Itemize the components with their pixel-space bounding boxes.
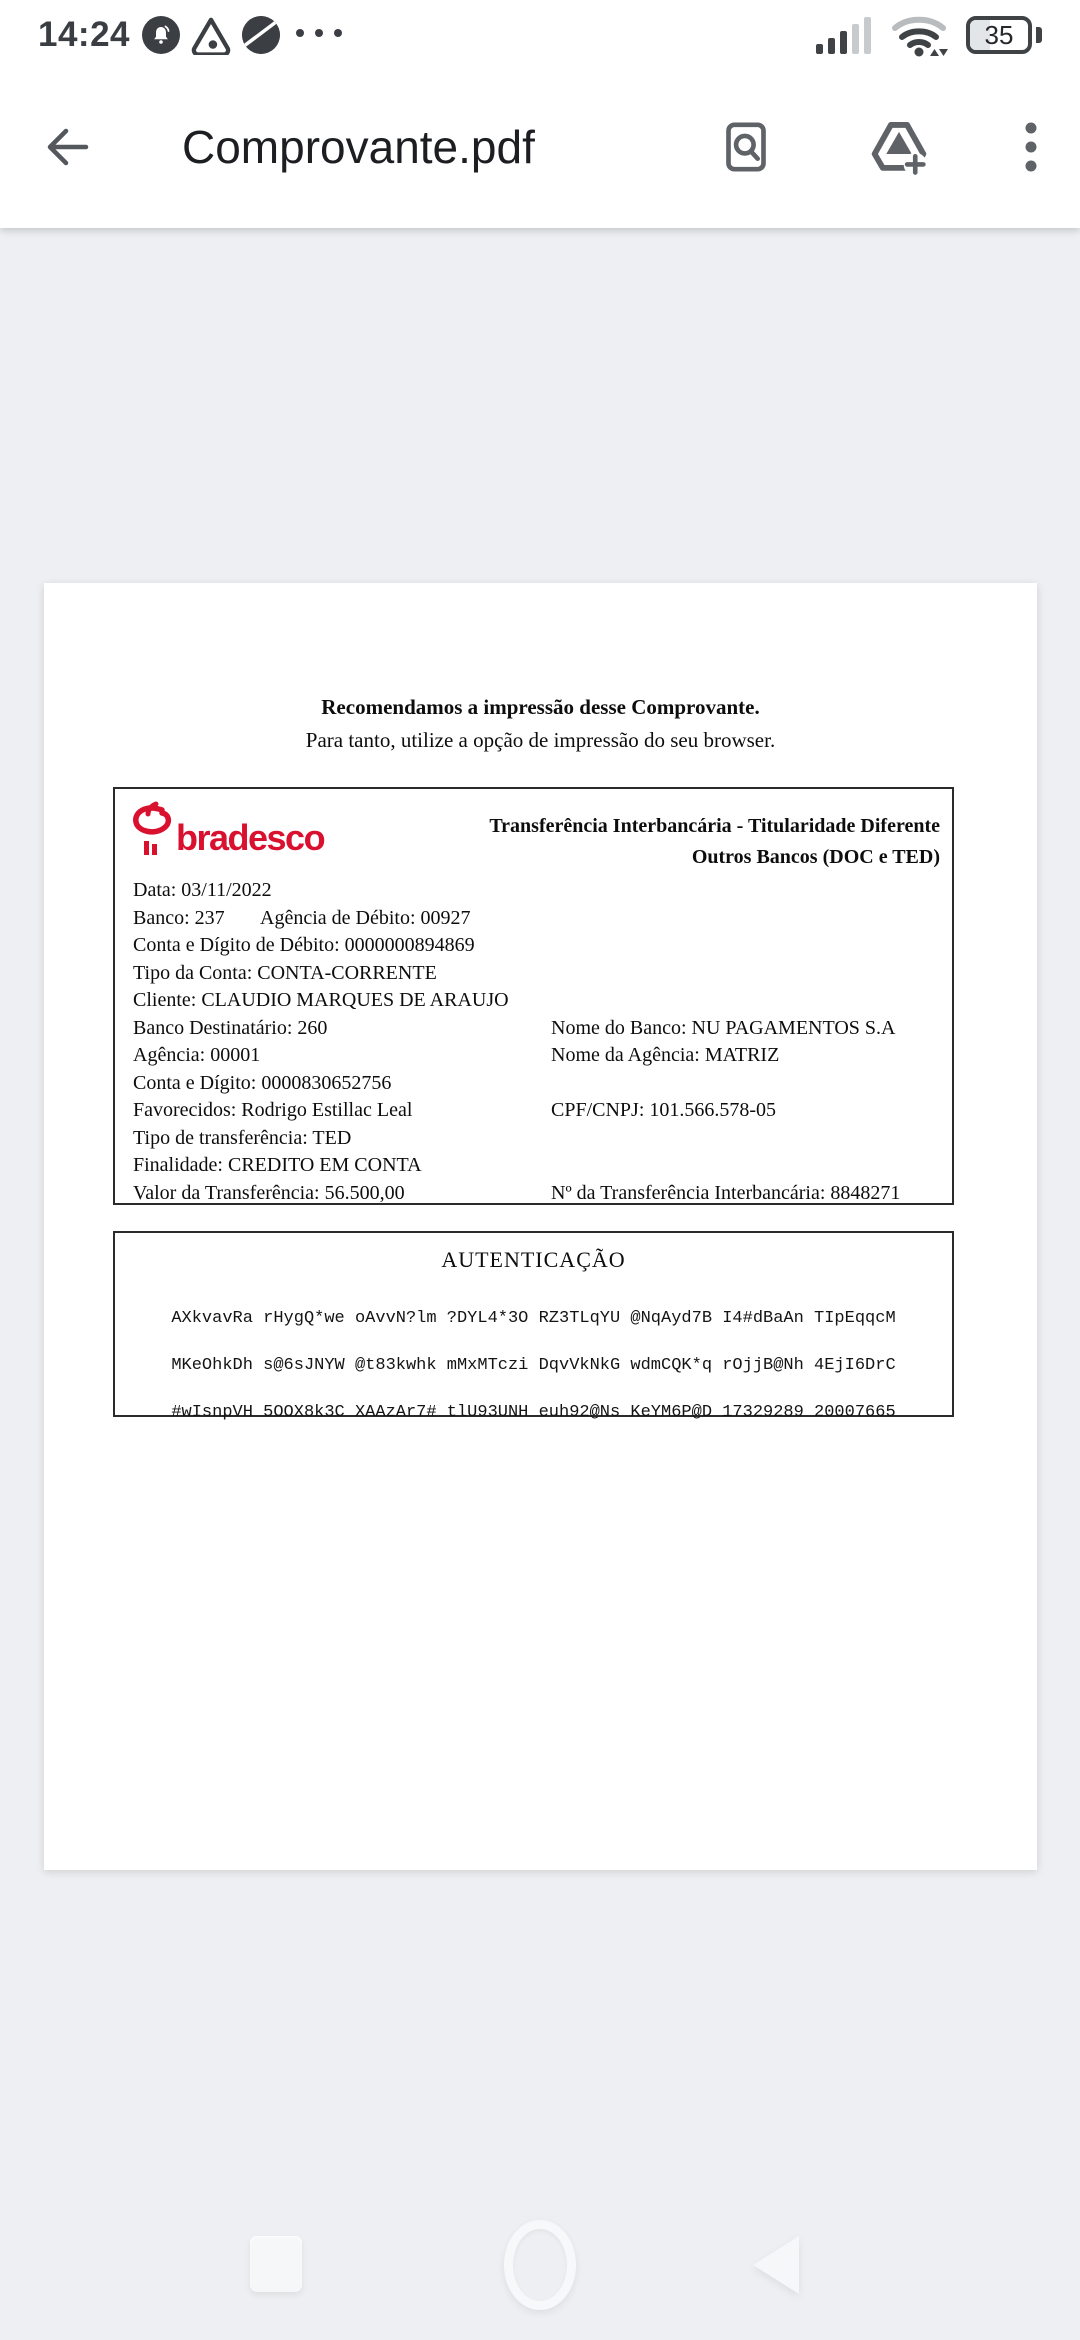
bradesco-logo-text: bradesco — [176, 817, 325, 858]
battery-icon — [966, 16, 1032, 54]
back-arrow-icon[interactable] — [42, 121, 94, 173]
receipt-row: Conta e Dígito de Débito: 0000000894869 — [133, 934, 475, 956]
recents-square-icon[interactable] — [250, 2236, 302, 2292]
print-notice-regular: Para tanto, utilize a opção de impressão do seu browser. — [305, 728, 776, 752]
receipt-box — [113, 787, 954, 1205]
signal-strength-icon — [816, 16, 872, 54]
find-in-page-icon[interactable] — [718, 119, 774, 175]
receipt-row: Data: 03/11/2022 — [133, 879, 272, 901]
triangle-badge-icon — [190, 15, 232, 55]
overflow-menu-icon[interactable] — [1024, 120, 1038, 174]
home-circle-icon[interactable] — [504, 2220, 576, 2310]
receipt-rows — [133, 877, 940, 1207]
clock: 14:24 — [38, 15, 131, 54]
bradesco-logo — [131, 801, 324, 859]
battery-percent: 35 — [984, 19, 1014, 50]
receipt-row: Agência: 00001 Nome da Agência: MATRIZ — [133, 1044, 780, 1066]
receipt-row: Finalidade: CREDITO EM CONTA — [133, 1154, 422, 1176]
back-triangle-icon[interactable] — [745, 2232, 807, 2298]
authentication-box — [113, 1231, 954, 1422]
auth-code-line: MKeOhkDh s@6sJNYW @t83kwhk mMxMTczi DqvVkNkG wdmCQK*q rOjjB@Nh 4EjI6DrC — [171, 1356, 896, 1375]
status-bar — [0, 0, 1080, 66]
alarm-bell-icon — [142, 16, 180, 54]
more-notifications-dots — [296, 29, 342, 37]
receipt-row: Favorecidos: Rodrigo Estillac Leal CPF/CNPJ: 101.566.578-05 — [133, 1099, 777, 1121]
pdf-viewer-canvas[interactable] — [0, 228, 1080, 2340]
dark-planet-icon — [242, 16, 280, 54]
receipt-row: Conta e Dígito: 0000830652756 — [133, 1071, 392, 1094]
pdf-page — [44, 583, 1037, 1870]
document-title: Comprovante.pdf — [182, 121, 535, 173]
receipt-row: Valor da Transferência: 56.500,00 Nº da Transferência Interbancária: 8848271 — [133, 1181, 901, 1204]
bradesco-logo-mark — [131, 801, 173, 859]
app-bar — [0, 66, 1080, 228]
receipt-row: Banco Destinatário: 260 Nome do Banco: NU PAGAMENTOS S.A — [133, 1016, 896, 1039]
battery-nub — [1036, 27, 1042, 43]
receipt-title: Transferência Interbancária - Titularidade Diferente Outros Bancos (DOC e TED) — [489, 815, 940, 868]
receipt-row: Tipo de transferência: TED — [133, 1126, 352, 1149]
receipt-row: Cliente: CLAUDIO MARQUES DE ARAUJO — [133, 989, 509, 1011]
authentication-codes — [115, 1295, 952, 1436]
auth-code-line: #wIsnpVH 5OOX8k3C XAAzAr7# tlU93UNH euh92@Ns KeYM6P@D 17329289 20007665 — [171, 1403, 896, 1422]
notification-icons — [142, 15, 280, 55]
auth-code-line: AXkvavRa rHygQ*we oAvvN?lm ?DYL4*3O RZ3TLqYU @NqAyd7B I4#dBaAn TIpEqqcM — [171, 1309, 896, 1328]
add-to-drive-icon[interactable] — [870, 119, 928, 175]
wifi-icon — [890, 13, 948, 57]
receipt-row: Tipo da Conta: CONTA-CORRENTE — [133, 961, 437, 984]
print-notice — [44, 691, 1037, 757]
print-notice-bold: Recomendamos a impressão desse Comprovante. — [321, 695, 760, 719]
authentication-title: AUTENTICAÇÃO — [441, 1247, 626, 1272]
android-navigation-bar — [0, 2210, 1080, 2340]
receipt-row: Banco: 237 Agência de Débito: 00927 — [133, 906, 471, 929]
